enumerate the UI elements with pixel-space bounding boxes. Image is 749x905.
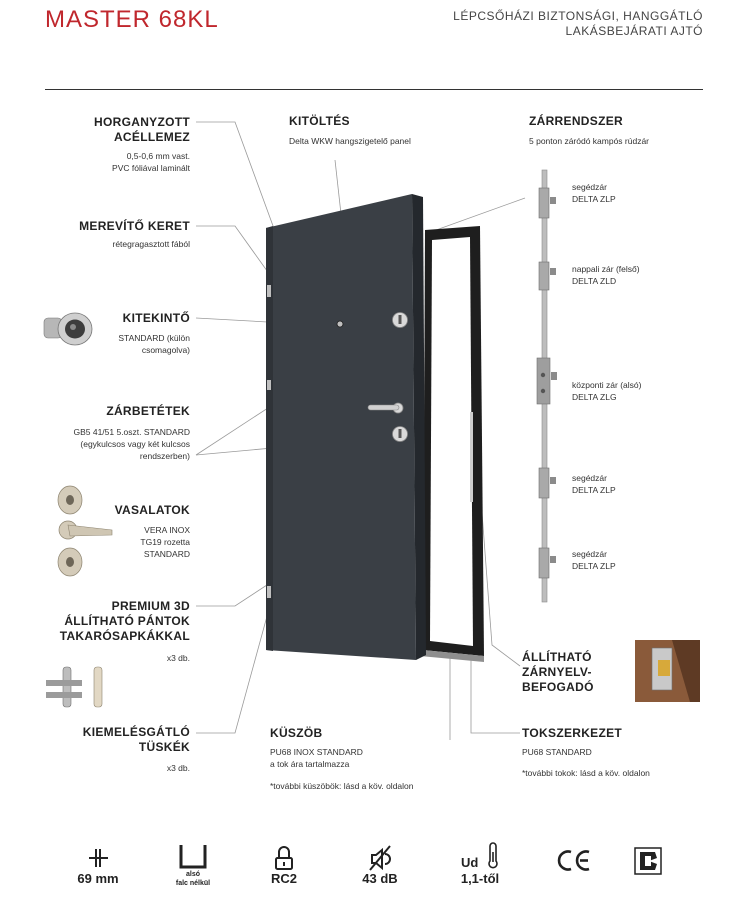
threshold-desc: PU68 INOX STANDARD a tok ára tartalmazza [270, 747, 363, 769]
peephole-label: KITEKINTŐ [122, 311, 190, 325]
multipoint-lock-bar [537, 170, 557, 602]
thickness-caption: 69 mm [77, 871, 119, 886]
ud-prefix: Ud [461, 855, 479, 870]
hinge-image [46, 667, 102, 707]
page-title: MASTER 68KL [45, 6, 219, 33]
sound-caption: 43 dB [362, 871, 398, 886]
pins-label: KIEMELÉSGÁTLÓ TÜSKÉK [82, 725, 190, 754]
lock-system-label: ZÁRRENDSZER [529, 114, 623, 128]
cylinders-label: ZÁRBETÉTEK [106, 404, 190, 418]
strike-plate-image [635, 640, 700, 702]
subtitle-line-1: LÉPCSŐHÁZI BIZTONSÁGI, HANGGÁTLÓ [453, 9, 703, 23]
ce-mark-icon [559, 852, 589, 870]
fittings-label: VASALATOK [114, 503, 190, 517]
strike-label: ÁLLÍTHATÓ ZÁRNYELV- BEFOGADÓ [522, 650, 594, 694]
hinges-desc: x3 db. [166, 653, 190, 663]
lock-item: nappali zár (felső) DELTA ZLD [572, 264, 640, 286]
threshold-label: KÜSZÖB [270, 726, 323, 740]
filling-desc: Delta WKW hangszigetelő panel [289, 136, 411, 146]
thermometer-icon [489, 843, 497, 868]
frame-structure-desc: PU68 STANDARD [522, 747, 592, 757]
security-caption: RC2 [270, 871, 297, 886]
lock-system-desc: 5 ponton záródó kampós rúdzár [529, 136, 650, 146]
filling-label: KITÖLTÉS [289, 114, 350, 128]
lock-item: segédzár DELTA ZLP [572, 182, 616, 204]
door-frame [420, 226, 484, 662]
frame-desc: rétegragasztott fából [112, 239, 190, 249]
u-profile-icon [181, 845, 205, 867]
peephole-desc: STANDARD (külön csomagolva) [118, 333, 190, 355]
lock-item: központi zár (alsó) DELTA ZLG [572, 380, 642, 402]
fittings-desc: VERA INOX TG19 rozetta STANDARD [140, 525, 190, 559]
brand-logo-icon [635, 848, 661, 874]
threshold-note: *további küszöbök: lásd a köv. oldalon [270, 781, 414, 791]
padlock-icon [276, 847, 292, 869]
galvanized-steel-label: HORGANYZOTT ACÉLLEMEZ [94, 115, 190, 144]
hinges-label: PREMIUM 3D ÁLLÍTHATÓ PÁNTOK TAKARÓSAPKÁKKAL [59, 599, 190, 643]
frame-structure-note: *további tokok: lásd a köv. oldalon [522, 768, 650, 778]
frame-label: MEREVÍTŐ KERET [79, 219, 190, 233]
lock-item: segédzár DELTA ZLP [572, 473, 616, 495]
cylinders-desc: GB5 41/51 5.oszt. STANDARD (egykulcsos vagy két kulcsos rendszerben) [73, 427, 190, 461]
thickness-icon [89, 849, 108, 867]
door-leaf [266, 194, 426, 660]
subtitle-line-2: LAKÁSBEJÁRATI AJTÓ [565, 24, 703, 38]
peephole-image [44, 313, 92, 345]
ud-caption: 1,1-től [460, 871, 500, 886]
muted-sound-icon [370, 846, 390, 870]
pins-desc: x3 db. [166, 763, 190, 773]
galvanized-steel-desc: 0,5-0,6 mm vast. PVC fóliával laminált [112, 151, 190, 173]
frame-structure-label: TOKSZERKEZET [522, 726, 623, 740]
falc-caption: alsó falc nélkül [175, 871, 211, 887]
lock-item: segédzár DELTA ZLP [572, 549, 616, 571]
